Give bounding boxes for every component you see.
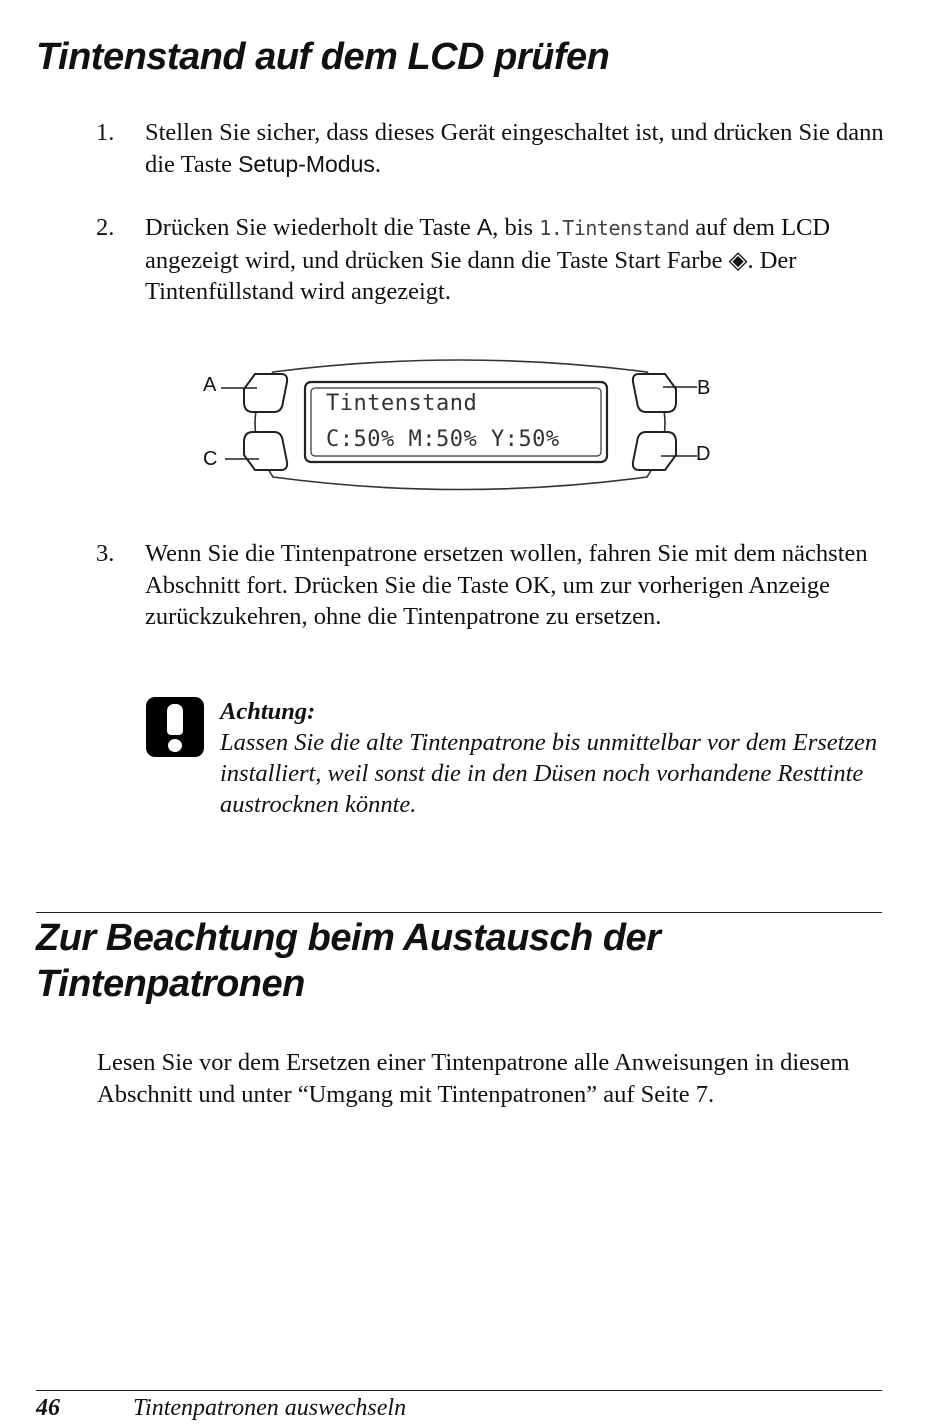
lcd-line-2: C:50% M:50% Y:50% — [326, 427, 560, 452]
step-1 — [96, 117, 886, 180]
lcd-panel-diagram — [195, 352, 725, 497]
section-title: Tintenstand auf dem LCD prüfen — [36, 36, 610, 78]
callout-c: C — [203, 448, 218, 470]
lcd-panel-outline — [195, 352, 725, 497]
step-text: Stellen Sie sicher, dass dieses Gerät eingeschaltet ist, und drücken Sie dann die Taste Setup-Modus. — [145, 119, 884, 178]
step-number: 3. — [96, 540, 115, 567]
footer-chapter-title: Tintenpatronen auswechseln — [133, 1395, 407, 1421]
button-d-icon — [633, 432, 676, 470]
button-a-icon — [244, 374, 287, 412]
page-number: 46 — [36, 1395, 60, 1421]
step-2 — [96, 212, 886, 308]
step-number: 1. — [96, 119, 115, 146]
section-body: Lesen Sie vor dem Ersetzen einer Tintenpatrone alle Anweisungen in diesem Abschnitt und unter “Umgang mit Tintenpatronen” auf Seite 7. — [97, 1049, 850, 1108]
step-3 — [96, 538, 886, 633]
step-number: 2. — [96, 214, 115, 241]
caution-title: Achtung: — [220, 698, 316, 725]
caution-note — [220, 696, 880, 820]
key-a: A — [476, 214, 493, 240]
lcd-menu-text: 1.Tintenstand — [539, 216, 690, 240]
section-divider — [36, 912, 882, 913]
step-text: Drücken Sie wiederholt die Taste A, bis 1.Tintenstand auf dem LCD angezeigt wird, und drücken Sie dann die Taste Start Farbe ◈. Der Tintenfüllstand wird angezeigt. — [145, 214, 831, 305]
step-text: Wenn Sie die Tintenpatrone ersetzen wollen, fahren Sie mit dem nächsten Abschnitt fort. Drücken Sie die Taste OK, um zur vorherigen Anzeige zurückzukehren, ohne die Tintenpatrone zu ersetzen. — [145, 540, 868, 630]
setup-mode-key: Setup-Modus — [238, 150, 375, 177]
callout-a: A — [203, 374, 217, 396]
button-b-icon — [633, 374, 676, 412]
lcd-line-1: Tintenstand — [326, 391, 478, 416]
start-color-icon: ◈ — [728, 246, 748, 274]
callout-b: B — [697, 377, 711, 399]
footer-divider — [36, 1390, 882, 1391]
callout-d: D — [696, 443, 711, 465]
caution-exclamation-icon — [146, 697, 204, 757]
section-title-2: Zur Beachtung beim Austausch der Tintenpatronen — [36, 917, 661, 1005]
caution-text: Lassen Sie die alte Tintenpatrone bis unmittelbar vor dem Ersetzen installiert, weil sonst die in den Düsen noch vorhandene Resttinte austrocknen könnte. — [220, 729, 878, 818]
button-c-icon — [244, 432, 287, 470]
